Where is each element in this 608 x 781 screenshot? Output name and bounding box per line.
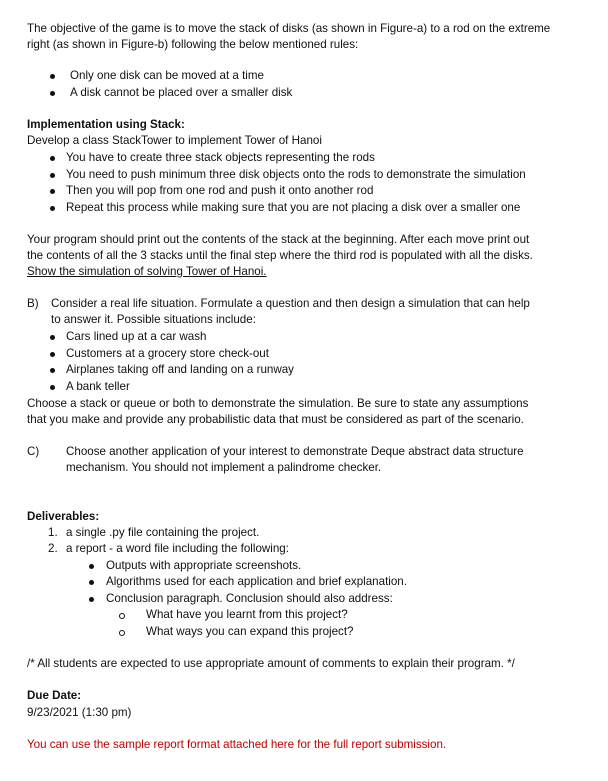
deliverable-item: a report - a word file including the following: (66, 542, 289, 555)
situation-item: Cars lined up at a car wash (66, 330, 207, 343)
deliverable-num: 1. (48, 526, 58, 539)
bullet-icon (89, 564, 94, 569)
bullet-icon (50, 385, 55, 390)
rule-item: A disk cannot be placed over a smaller disk (70, 86, 293, 99)
bullet-icon (50, 173, 55, 178)
bullet-icon (50, 206, 55, 211)
program-para-line-3: Show the simulation of solving Tower of Hanoi. (27, 265, 267, 278)
impl-heading: Implementation using Stack: (27, 118, 185, 131)
impl-item: Repeat this process while making sure that you are not placing a disk over a smaller one (66, 201, 521, 214)
bullet-icon (50, 352, 55, 357)
deliverable-num: 2. (48, 542, 58, 555)
impl-item: You have to create three stack objects representing the rods (66, 151, 375, 164)
section-b-line-1: Consider a real life situation. Formulate a question and then design a simulation that can help (51, 297, 530, 310)
situation-item: A bank teller (66, 380, 130, 393)
conclusion-question: What have you learnt from this project? (146, 608, 348, 621)
bullet-icon (50, 156, 55, 161)
section-b-after-1: Choose a stack or queue or both to demonstrate the simulation. Be sure to state any assumptions (27, 397, 529, 410)
report-format-note: You can use the sample report format attached here for the full report submission. (27, 738, 447, 751)
impl-subheading: Develop a class StackTower to implement Tower of Hanoi (27, 134, 322, 147)
circle-bullet-icon (119, 630, 125, 636)
rule-item: Only one disk can be moved at a time (70, 69, 264, 82)
report-subitem: Outputs with appropriate screenshots. (106, 559, 302, 572)
deliverable-item: a single .py file containing the project. (66, 526, 260, 539)
program-para-line-2: the contents of all the 3 stacks until the final step where the third rod is populated with all the disks. (27, 249, 533, 262)
bullet-icon (50, 189, 55, 194)
conclusion-question: What ways you can expand this project? (146, 625, 354, 638)
section-c-line-2: mechanism. You should not implement a palindrome checker. (66, 461, 382, 474)
bullet-icon (89, 597, 94, 602)
intro-line-1: The objective of the game is to move the stack of disks (as shown in Figure-a) to a rod on the extreme (27, 22, 551, 35)
situation-item: Customers at a grocery store check-out (66, 347, 269, 360)
section-c-line-1: Choose another application of your interest to demonstrate Deque abstract data structure (66, 445, 524, 458)
section-c-marker: C) (27, 445, 40, 458)
due-date-value: 9/23/2021 (1:30 pm) (27, 706, 132, 719)
bullet-icon (89, 580, 94, 585)
bullet-icon (50, 91, 55, 96)
bullet-icon (50, 74, 55, 79)
comment-note: /* All students are expected to use appropriate amount of comments to explain their program. */ (27, 657, 515, 670)
section-b-after-2: that you make and provide any probabilistic data that must be considered as part of the scenario. (27, 413, 524, 426)
impl-item: You need to push minimum three disk objects onto the rods to demonstrate the simulation (66, 168, 526, 181)
due-date-heading: Due Date: (27, 689, 82, 702)
bullet-icon (50, 368, 55, 373)
program-para-line-1: Your program should print out the contents of the stack at the beginning. After each move print out (27, 233, 530, 246)
deliverables-heading: Deliverables: (27, 510, 100, 523)
bullet-icon (50, 335, 55, 340)
report-subitem: Conclusion paragraph. Conclusion should also address: (106, 592, 393, 605)
impl-item: Then you will pop from one rod and push it onto another rod (66, 184, 374, 197)
intro-line-2: right (as shown in Figure-b) following the below mentioned rules: (27, 38, 359, 51)
section-b-line-2: to answer it. Possible situations include: (51, 313, 256, 326)
report-subitem: Algorithms used for each application and brief explanation. (106, 575, 407, 588)
circle-bullet-icon (119, 613, 125, 619)
section-b-marker: B) (27, 297, 39, 310)
situation-item: Airplanes taking off and landing on a runway (66, 363, 294, 376)
